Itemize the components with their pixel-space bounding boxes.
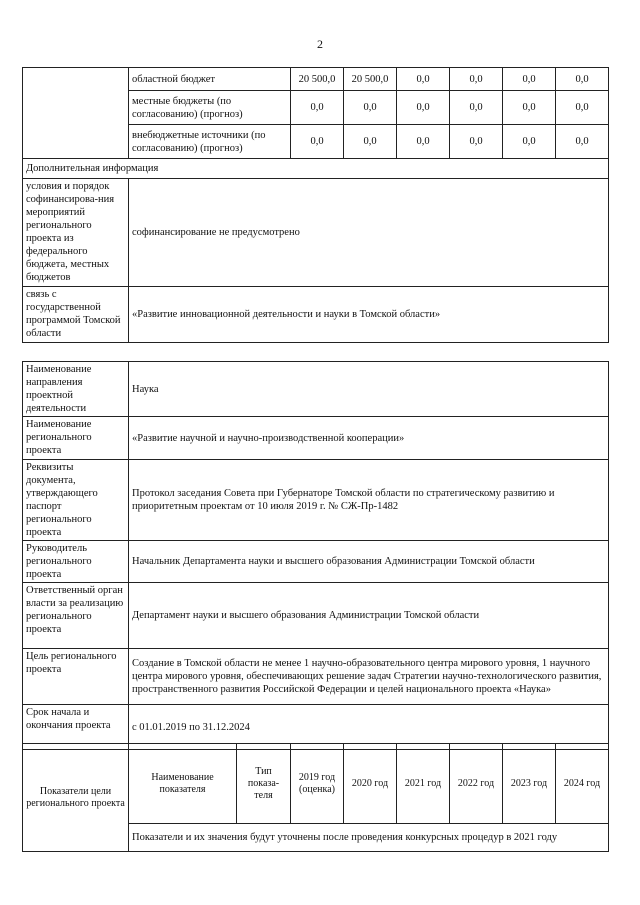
year-2024-header: 2024 год [556,744,609,824]
funding-value: 0,0 [556,125,609,159]
table-row [23,362,609,417]
project-head-label: Руководитель регионального проекта [23,541,129,583]
table-row [23,68,609,91]
year-2020-header: 2020 год [344,744,397,824]
year-2021-header: 2021 год [397,744,450,824]
funding-value: 0,0 [291,125,344,159]
project-name-value: «Развитие научной и научно-производственной кооперации» [129,417,609,460]
project-passport-table [22,361,609,750]
funding-value: 0,0 [397,91,450,125]
funding-source-label: внебюджетные источники (по согласованию) (прогноз) [129,125,291,159]
table-row [23,159,609,179]
year-2023-header: 2023 год [503,744,556,824]
funding-value: 20 500,0 [291,68,344,91]
funding-value: 0,0 [450,125,503,159]
funding-value: 0,0 [291,91,344,125]
table-row [23,179,609,287]
indicator-type-header: Тип показа-теля [237,744,291,824]
project-goal-value: Создание в Томской области не менее 1 научно-образовательного центра мирового уровня, 1 научного центра мирового уровня, обеспечивающих решение задач Стратегии научно-технологического развития, пространственного развития Российской Федерации и целей национального проекта «Наука» [129,649,609,705]
table-row [23,583,609,649]
empty-cell [23,68,129,159]
project-goal-label: Цель регионального проекта [23,649,129,705]
indicators-label: Показатели цели регионального проекта [23,744,129,852]
project-period-value: с 01.01.2019 по 31.12.2024 [129,705,609,750]
funding-value: 0,0 [503,91,556,125]
cofinancing-value: софинансирование не предусмотрено [129,179,609,287]
funding-value: 0,0 [344,125,397,159]
funding-source-label: местные бюджеты (по согласованию) (прогноз) [129,91,291,125]
funding-value: 0,0 [397,68,450,91]
funding-source-label: областной бюджет [129,68,291,91]
project-period-label: Срок начала и окончания проекта [23,705,129,750]
funding-value: 0,0 [397,125,450,159]
funding-table [22,67,609,343]
table-row [23,541,609,583]
document-requisites-label: Реквизиты документа, утверждающего паспорт регионального проекта [23,460,129,541]
funding-value: 0,0 [503,125,556,159]
year-2019-header: 2019 год (оценка) [291,744,344,824]
page-number: 2 [317,37,323,51]
indicators-table [22,743,609,852]
funding-value: 20 500,0 [344,68,397,91]
cofinancing-label: условия и порядок софинансирова-ния мероприятий регионального проекта из федерального бюджета, местных бюджетов [23,179,129,287]
year-2022-header: 2022 год [450,744,503,824]
project-name-label: Наименование регионального проекта [23,417,129,460]
responsible-body-label: Ответственный орган власти за реализацию регионального проекта [23,583,129,649]
responsible-body-value: Департамент науки и высшего образования Администрации Томской области [129,583,609,649]
state-program-link-value: «Развитие инновационной деятельности и науки в Томской области» [129,287,609,343]
indicator-name-header: Наименование показателя [129,744,237,824]
funding-value: 0,0 [344,91,397,125]
additional-info-heading: Дополнительная информация [23,159,609,179]
funding-value: 0,0 [450,68,503,91]
indicators-note: Показатели и их значения будут уточнены после проведения конкурсных процедур в 2021 году [129,824,609,852]
funding-value: 0,0 [556,68,609,91]
direction-value: Наука [129,362,609,417]
table-row [23,649,609,705]
funding-value: 0,0 [503,68,556,91]
table-row [23,287,609,343]
table-row [23,744,609,824]
funding-value: 0,0 [450,91,503,125]
table-row [23,417,609,460]
state-program-link-label: связь с государственной программой Томской области [23,287,129,343]
direction-label: Наименование направления проектной деятельности [23,362,129,417]
funding-value: 0,0 [556,91,609,125]
document-requisites-value: Протокол заседания Совета при Губернаторе Томской области по стратегическому развитию и приоритетным проектам от 10 июля 2019 г. № СЖ-Пр-1482 [129,460,609,541]
table-row [23,460,609,541]
project-head-value: Начальник Департамента науки и высшего образования Администрации Томской области [129,541,609,583]
